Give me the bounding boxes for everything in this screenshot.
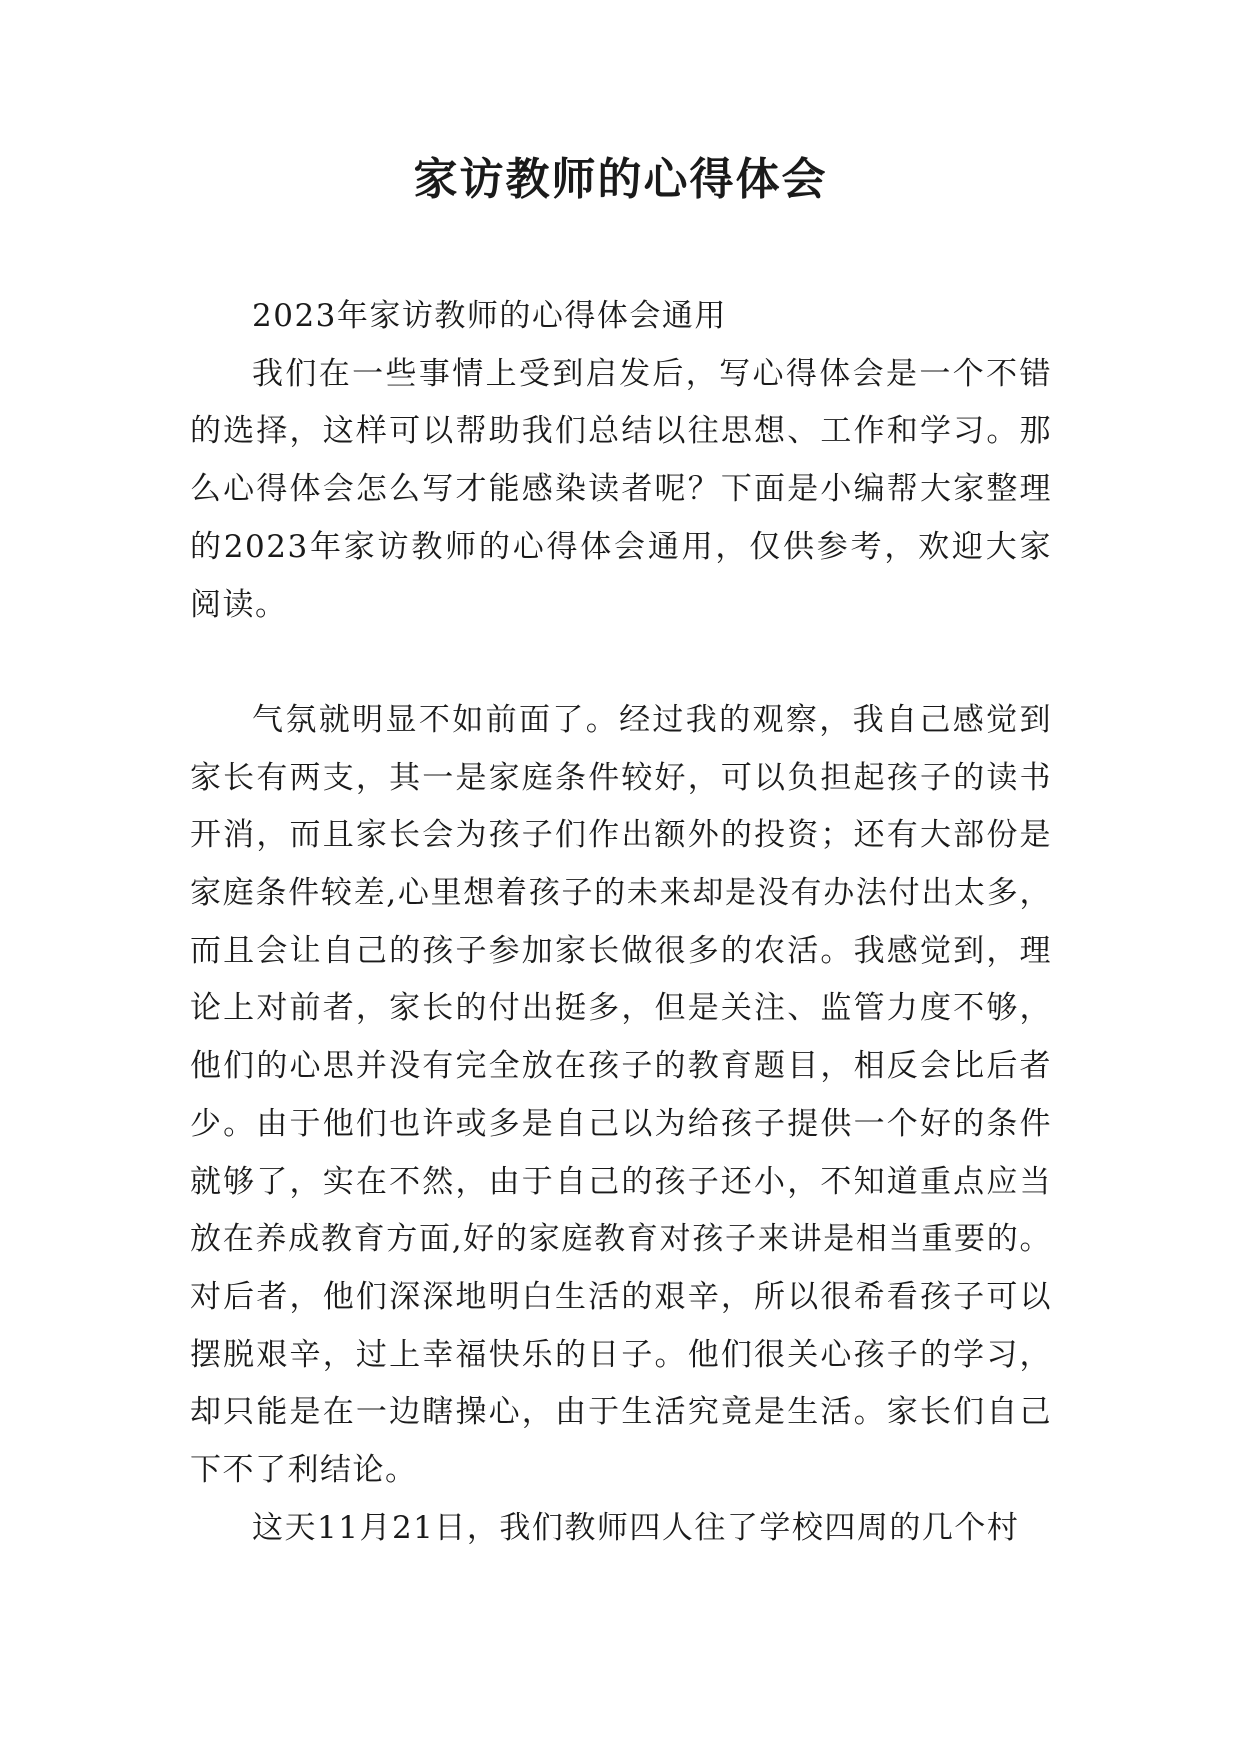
subtitle-paragraph: 2023年家访教师的心得体会通用 <box>252 298 727 334</box>
body-paragraph: 这天11月21日，我们教师四人往了学校四周的几个村 <box>252 1509 1020 1546</box>
document-title: 家访教师的心得体会 <box>413 154 828 205</box>
body-paragraph: 气氛就明显不如前面了。经过我的观察，我自己感觉到家长有两支，其一是家庭条件较好，可以负担起孩子的读书开消，而且家长会为孩子们作出额外的投资；还有大部份是家庭条件较差,心里想着孩子的未来却是没有办法付出太多，而且会让自己的孩子参加家长做很多的农活。我感觉到，理论上对前者，家长的付出挺多，但是关注、监管力度不够，他们的心思并没有完全放在孩子的教育题目，相反会比后者少。由于他们也许或多是自己以为给孩子提供一个好的条件就够了，实在不然，由于自己的孩子还小，不知道重点应当放在养成教育方面,好的家庭教育对孩子来讲是相当重要的。对后者，他们深深地明白生活的艰辛，所以很希看孩子可以摆脱艰辛，过上幸福快乐的日子。他们很关心孩子的学习，却只能是在一边瞎操心，由于生活究竟是生活。家长们自己下不了利结论。 <box>190 701 1052 1489</box>
document-body <box>190 288 1052 1557</box>
intro-paragraph: 我们在一些事情上受到启发后，写心得体会是一个不错的选择，这样可以帮助我们总结以往思想、工作和学习。那么心得体会怎么写才能感染读者呢？下面是小编帮大家整理的2023年家访教师的心得体会通用，仅供参考，欢迎大家阅读。 <box>190 355 1052 623</box>
paragraph-spacer <box>190 634 1052 692</box>
